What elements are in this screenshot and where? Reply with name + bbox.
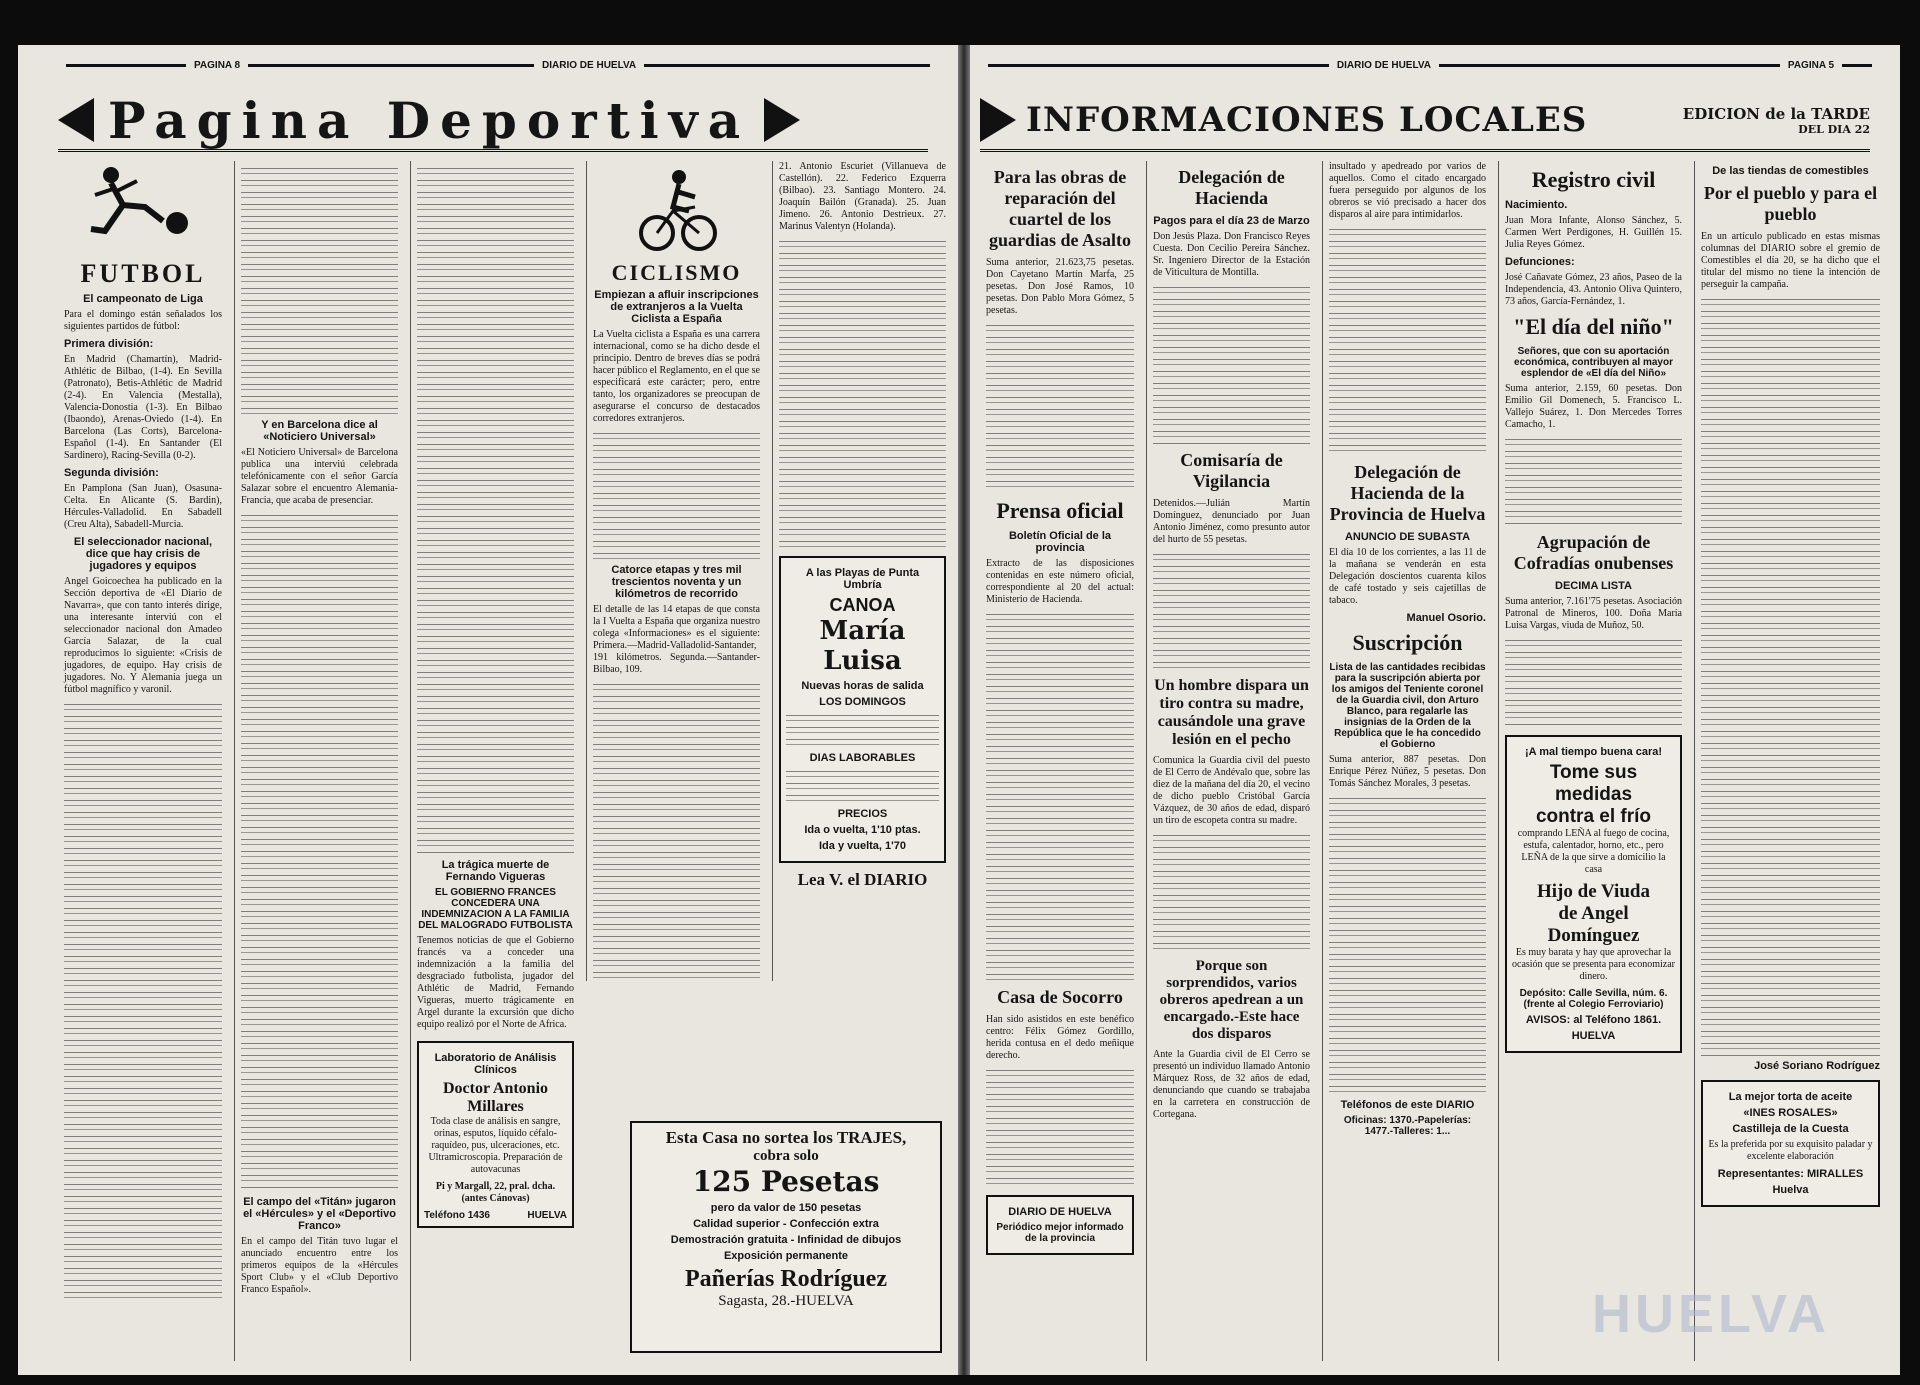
box-text: Periódico mejor informado de la provincia	[996, 1222, 1124, 1244]
article-subheading: El campo del «Titán» jugaron el «Hércules» y el «Deportivo Franco»	[243, 1196, 396, 1232]
ad-lena	[1505, 735, 1682, 1053]
article-text: Tenemos noticias de que el Gobierno francés va a conceder una indemnización a la familia del desgraciado futbolista, jugador del Athlétic de Madrid, Fernando Vigueras, muerto trágicamente en Argel durante la excursión que dicho equipo realizó por el Norte de Africa.	[417, 935, 574, 1030]
article-text: En el campo del Titán tuvo lugar el anunciado encuentro entre los primeros equipos de la «Hércules Sport Club» y el «Club Deportivo Franco Español».	[241, 1236, 398, 1295]
article-subheading: Defunciones:	[1505, 256, 1575, 268]
ad-phone: Teléfono 1436	[424, 1210, 490, 1221]
article-text: Suma anterior, 21.623,75 pesetas. Don Cayetano Martín Marfa, 25 pesetas. Don José Ramos, 10 pesetas. Don Pablo Mora Gómez, 5 pesetas.	[986, 257, 1134, 316]
headline-registro-civil: Registro civil	[1531, 167, 1656, 192]
headline-comisaria: Comisaría de Vigilancia	[1180, 450, 1283, 491]
schedule-block	[786, 768, 939, 804]
ad-address: Pi y Margall, 22, pral. dcha. (antes Cánovas)	[435, 1181, 556, 1204]
article-subheading: ANUNCIO DE SUBASTA	[1344, 531, 1471, 543]
body-text-block	[986, 1067, 1134, 1187]
ad-title: Laboratorio de Análisis Clínicos	[434, 1052, 557, 1076]
body-text-block	[1329, 226, 1486, 456]
watermark: HUELVA	[1592, 1284, 1830, 1344]
article-text: Suma anterior, 2.159, 60 pesetas. Don Emilio Gil Domenech, 5. Francisco L. Vallejo Suárez, 1. Don Mercedes Torres Camacho, 1.	[1505, 383, 1682, 430]
article-subheading: De las tiendas de comestibles	[1712, 165, 1869, 177]
ad-rep: Representantes: MIRALLES	[1717, 1168, 1864, 1180]
right-column-1	[980, 161, 1140, 1361]
headline-obreros: Porque son sorprendidos, varios obreros apedrean a un encargado.-Este hace dos disparos	[1159, 958, 1304, 1042]
diario-box	[986, 1195, 1134, 1255]
column-3	[410, 161, 580, 1361]
article-text: Detenidos.—Julián Martín Domínguez, denunciado por Juan Antonio Jiménez, como presunto autor del hurto de 55 pesetas.	[1153, 498, 1310, 545]
edition-label	[1683, 105, 1870, 136]
article-subheading: Nacimiento.	[1505, 199, 1568, 211]
article-text: Extracto de las disposiciones contenidas en este número oficial, correspondiente al 20 del actual: Ministerio de Hacienda.	[986, 558, 1134, 605]
ad-name: Hijo de Viuda	[1537, 881, 1650, 902]
body-text-block	[1701, 296, 1880, 1056]
article-text: En Pamplona (San Juan), Osasuna-Celta. En Alicante (S. Bardin), Hércules-Valladolid. En Sabadell (Creu Alta), Sabadell-Murcia.	[64, 482, 222, 530]
newspaper-name: DIARIO DE HUELVA	[542, 59, 637, 71]
body-text-block	[1505, 436, 1682, 526]
headline-prensa-oficial: Prensa oficial	[996, 498, 1124, 523]
body-text-block	[1153, 551, 1310, 671]
article-text: Don Jesús Plaza. Don Francisco Reyes Cuesta. Don Cecilio Pereira Sánchez. Sr. Ingeniero Director de la Estación de Viticultura de Montilla.	[1153, 231, 1310, 278]
headline-disparo: Un hombre dispara un tiro contra su madre, causándole una grave lesión en el pecho	[1154, 677, 1309, 748]
ad-title: La mejor torta de aceite	[1728, 1091, 1853, 1103]
headline-delegacion-provincia: Delegación de Hacienda de la Provincia de Huelva	[1329, 462, 1486, 524]
article-text: El día 10 de los corrientes, a las 11 de la mañana se venderán en esta Delegación doscientos cuarenta kilos de café tostado y seis cajetillas de tabaco.	[1329, 547, 1486, 606]
body-text-block	[593, 430, 760, 560]
article-subheading: Lista de las cantidades recibidas para la suscripción abierta por los amigos del Teniente coronel de la Guardia civil, don Arturo Blanco, para regalarle las insignias de la Orden de la República que le ha concedido el Gobierno	[1329, 662, 1486, 750]
body-text-block	[1329, 795, 1486, 1095]
schedule-block	[786, 712, 939, 748]
headline-delegacion: Delegación de Hacienda	[1178, 167, 1285, 208]
ad-name: de Angel Domínguez	[1547, 903, 1640, 946]
left-masthead	[58, 91, 928, 152]
right-column-5	[1694, 161, 1886, 1361]
section-title-ciclismo: CICLISMO	[611, 260, 742, 285]
header-rule	[1439, 64, 1780, 67]
ad-deposit: Depósito: Calle Sevilla, núm. 6. (frente al Colegio Ferroviario)	[1519, 988, 1668, 1010]
edition-date: DEL DIA 22	[1798, 122, 1870, 136]
ad-footer	[424, 1210, 567, 1221]
ad-city: HUELVA	[1571, 1030, 1616, 1042]
ad-lea-diario: Lea V. el DIARIO	[797, 870, 928, 889]
article-text: Suma anterior, 7.161'75 pesetas. Asociación Patronal de Mineros, 100. Doña María Luisa Vargas, viuda de Muñoz, 50.	[1505, 596, 1682, 631]
headline-cuartel: Para las obras de reparación del cuartel de los guardias de Asalto	[988, 167, 1132, 250]
header-rule	[66, 64, 186, 67]
article-text: Juan Mora Infante, Alonso Sánchez, 5. Carmen Wert Perdigones, H. Guillén 15. Julia Reyes Gómez.	[1505, 215, 1682, 250]
ad-weekdays: DIAS LABORABLES	[809, 752, 916, 764]
arrow-right-icon	[764, 98, 800, 142]
headline-cofradias: Agrupación de Cofradías onubenses	[1513, 532, 1674, 573]
body-text-block	[1505, 637, 1682, 727]
signature: José Soriano Rodríguez	[1754, 1060, 1880, 1072]
article-text: Ante la Guardia civil de El Cerro se presentó un individuo llamado Antonio Márquez Ross, de 32 años de edad, denunciando que cuando se trabajaba en la carretera en construcción de Cortegana.	[1153, 1049, 1310, 1120]
signature: Manuel Osorio.	[1406, 612, 1486, 624]
ad-prices: PRECIOS	[837, 808, 888, 820]
body-text-block	[1153, 284, 1310, 444]
column-2	[234, 161, 404, 1361]
box-title: DIARIO DE HUELVA	[1008, 1206, 1112, 1218]
ad-sundays: LOS DOMINGOS	[819, 696, 906, 708]
body-text-block	[241, 165, 398, 415]
phones-text: Oficinas: 1370.-Papelerías: 1477.-Talleres: 1...	[1343, 1115, 1472, 1137]
ad-line: Tome sus medidas	[1549, 762, 1638, 805]
right-masthead	[980, 91, 1870, 152]
body-text-block	[986, 322, 1134, 492]
body-text-block	[1153, 832, 1310, 952]
ad-price: Ida y vuelta, 1'70	[819, 840, 906, 852]
masthead-title: INFORMACIONES LOCALES	[1026, 100, 1588, 140]
page-number: PAGINA 8	[194, 59, 241, 71]
ad-name: Doctor Antonio Millares	[442, 1080, 549, 1115]
ad-price: Ida o vuelta, 1'10 ptas.	[804, 824, 921, 836]
body-text-block	[241, 512, 398, 1192]
ad-city: HUELVA	[527, 1210, 567, 1221]
headline-casa-socorro: Casa de Socorro	[997, 987, 1123, 1007]
ad-line: cobra solo	[753, 1148, 819, 1164]
right-column-4	[1498, 161, 1688, 1361]
football-player-icon	[83, 161, 203, 256]
ad-boat-name: María Luisa	[819, 616, 906, 676]
article-subheading: Segunda división:	[64, 466, 159, 479]
headline-pueblo: Por el pueblo y para el pueblo	[1703, 183, 1878, 224]
ad-laboratorio	[417, 1041, 574, 1228]
body-text-block	[64, 701, 222, 1301]
ad-text: Es muy barata y hay que aprovechar la ocasión que se presenta para economizar dinero.	[1512, 947, 1675, 982]
phones-title: Teléfonos de este DIARIO	[1340, 1099, 1475, 1111]
article-subheading: Catorce etapas y tres mil trescientos noventa y un kilómetros de recorrido	[611, 564, 742, 601]
ad-notice: AVISOS: al Teléfono 1861.	[1525, 1014, 1662, 1026]
article-text: Comunica la Guardia civil del puesto de El Cerro de Andévalo que, sobre las diez de la mañana del día 20, el vecino de dicho pueblo Cristóbal García Vázquez, de 30 años de edad, disparó un tiro de escopeta contra su madre.	[1153, 755, 1310, 826]
article-subheading: Y en Barcelona dice al «Noticiero Universal»	[261, 419, 378, 443]
article-text: Suma anterior, 887 pesetas. Don Enrique Pérez Núñez, 5 pesetas. Don Tomás Sánchez Morales, 3 pesetas.	[1329, 754, 1486, 789]
newspaper-name: DIARIO DE HUELVA	[1336, 59, 1431, 71]
article-text: José Cañavate Gómez, 23 años, Paseo de la Independencia, 43. Antonio Oliva Quintero, 73 años, García-Fernández, 1.	[1505, 272, 1682, 307]
article-text: 21. Antonio Escuriet (Villanueva de Castellón). 22. Federico Ezquerra (Bilbao). 23. Santiago Montero. 24. Joaquín Bailón (Granada). 25. Juan Jimeno. 26. Antonio Destrieux. 27. Marinus Valentyn (Holanda).	[779, 161, 946, 232]
article-subheading: El seleccionador nacional, dice que hay crisis de jugadores y equipos	[73, 535, 213, 572]
article-subheading: La trágica muerte de Fernando Vigueras	[441, 859, 550, 883]
ad-title: A las Playas de Punta Umbría	[805, 567, 920, 591]
edition-name: EDICION de la TARDE	[1682, 104, 1870, 123]
column-ciclismo	[586, 161, 766, 981]
ad-head: ¡A mal tiempo buena cara!	[1524, 746, 1663, 758]
body-text-block	[986, 611, 1134, 981]
ad-tortas	[1701, 1080, 1880, 1207]
header-rule	[644, 64, 930, 67]
headline-dia-nino: "El día del niño"	[1513, 314, 1674, 339]
ad-line: contra el frío	[1535, 806, 1652, 827]
ad-place: Castilleja de la Cuesta	[1732, 1123, 1849, 1135]
ad-text: Toda clase de análisis en sangre, orinas, esputos, líquido céfalo-raquídeo, pus, ulceraciones, etc. Ultramicroscopia. Preparación de autovacunas	[428, 1116, 563, 1175]
article-text: insultado y apedreado por varios de aquellos. Como el citado encargado fuera perseguido por algunos de los obreros se vió precisado a hacer dos disparos al aire para intimidarlos.	[1329, 161, 1486, 220]
article-subheading: El campeonato de Liga	[83, 292, 203, 305]
ad-line: Demostración gratuita - Infinidad de dibujos	[670, 1234, 902, 1246]
ad-price: 125 Pesetas	[692, 1165, 880, 1198]
arrow-right-icon	[980, 98, 1016, 142]
header-rule	[1842, 64, 1872, 67]
ad-text: Es la preferida por su exquisito paladar y excelente elaboración	[1708, 1139, 1873, 1162]
ad-canoa	[779, 556, 946, 863]
article-text: Angel Goicoechea ha publicado en la Sección deportiva de «El Diario de Navarra», que con tanto interés dirige, una interesante interviú con el seleccionador nacional don Amadeo García Salazar, de la cual reproducimos lo siguiente: «Crisis de jugadores, de equipo. Hay crisis de jugadores. No. Y Alemania juega un fútbol magnífico y varonil.	[64, 575, 222, 695]
article-subheading: Boletín Oficial de la provincia	[1008, 530, 1112, 554]
masthead-title: Pagina Deportiva	[108, 90, 751, 150]
article-text: Han sido asistidos en este benéfico centro: Félix Gómez Gordillo, herida contusa en el dedo meñique derecho.	[986, 1014, 1134, 1061]
header-rule	[248, 64, 534, 67]
ad-text: comprando LEÑA al fuego de cocina, estufa, calentador, horno, etc., pero LEÑA de la que sirve a domicilio la casa	[1517, 828, 1670, 875]
ad-line: Calidad superior - Confección extra	[693, 1218, 879, 1230]
ad-hours: Nuevas horas de salida	[801, 680, 924, 692]
ad-address: Sagasta, 28.-HUELVA	[718, 1293, 854, 1309]
article-subheading: EL GOBIERNO FRANCES CONCEDERA UNA INDEMNIZACION A LA FAMILIA DEL MALOGRADO FUTBOLISTA	[418, 887, 573, 931]
body-text-block	[779, 238, 946, 548]
article-text: El detalle de las 14 etapas de que consta la I Vuelta a España que organiza nuestro colega «Informaciones» es el siguiente: Primera.—Madrid-Valladolid-Santander, 191 kilómetros. Segunda.—Santander-Bilbao, 109.	[593, 604, 760, 676]
article-text: En Madrid (Chamartín), Madrid-Athlétic de Bilbao, (1-4). En Sevilla (Patronato), Betis-Athlétic de Madrid (2-4). En Valencia (Mestalla), Valencia-Donostia (1-3). En Bilbao (Ibaondo), Arenas-Oviedo (1-4). En Barcelona (Las Corts), Barcelona-Español (1-4). En Santander (El Sardinero), Racing-Sevilla (0-2).	[64, 353, 222, 461]
article-subheading: Primera división:	[64, 337, 154, 350]
ad-brand: «INES ROSALES»	[1743, 1107, 1838, 1119]
article-subheading: Señores, que con su aportación económica, contribuyen al mayor esplendor de «El día del Niño»	[1514, 346, 1673, 379]
ad-name: Pañerías Rodríguez	[685, 1266, 887, 1292]
section-title-futbol: FUTBOL	[80, 259, 206, 288]
left-page	[18, 45, 958, 1375]
body-text-block	[593, 681, 760, 981]
right-page	[970, 45, 1900, 1375]
right-page-header	[980, 57, 1880, 73]
column-futbol	[58, 161, 228, 1361]
article-text: La Vuelta ciclista a España es una carrera internacional, como se ha dicho desde el principio. Dentro de breves días se podrá hacer público el Reglamento, en el que se especificará este carácter; pero, entre tanto, los organizadores se preocupan de asegurarse el concurso de destacados corredores extranjeros.	[593, 329, 760, 425]
column-5	[772, 161, 952, 981]
newspaper-spread	[18, 45, 1918, 1375]
ad-boat: CANOA	[829, 595, 896, 615]
left-page-header	[58, 57, 938, 73]
ad-line: Esta Casa no sortea los TRAJES,	[665, 1128, 907, 1147]
ad-line: pero da valor de 150 pesetas	[710, 1202, 862, 1214]
cyclist-icon	[637, 167, 717, 257]
ad-panerias	[630, 1121, 942, 1353]
article-subheading: Empiezan a afluir inscripciones de extranjeros a la Vuelta Ciclista a España	[594, 289, 759, 326]
article-text: En un artículo publicado en estas mismas columnas del DIARIO sobre el gremio de Comestibles el día 20, se ha dicho que el titular del mismo no tiene la intención de perseguir la campaña.	[1701, 231, 1880, 290]
body-text-block	[417, 165, 574, 855]
article-subheading: DECIMA LISTA	[1555, 580, 1632, 592]
ad-line: Exposición permanente	[723, 1250, 849, 1262]
header-rule	[988, 64, 1329, 67]
page-gutter	[958, 45, 970, 1375]
right-column-2	[1146, 161, 1316, 1361]
article-text: Para el domingo están señalados los siguientes partidos de fútbol:	[64, 308, 222, 332]
headline-suscripcion: Suscripción	[1352, 630, 1463, 655]
right-column-3	[1322, 161, 1492, 1361]
article-text: «El Noticiero Universal» de Barcelona publica una interviú celebrada telefónicamente con el señor García Salazar sobre el encuentro Alemania-Francia, que acaba de presenciar.	[241, 447, 398, 506]
article-subheading: Pagos para el día 23 de Marzo	[1153, 215, 1310, 227]
page-number: PAGINA 5	[1787, 59, 1835, 71]
ad-city: Huelva	[1772, 1184, 1809, 1196]
arrow-left-icon	[58, 98, 94, 142]
